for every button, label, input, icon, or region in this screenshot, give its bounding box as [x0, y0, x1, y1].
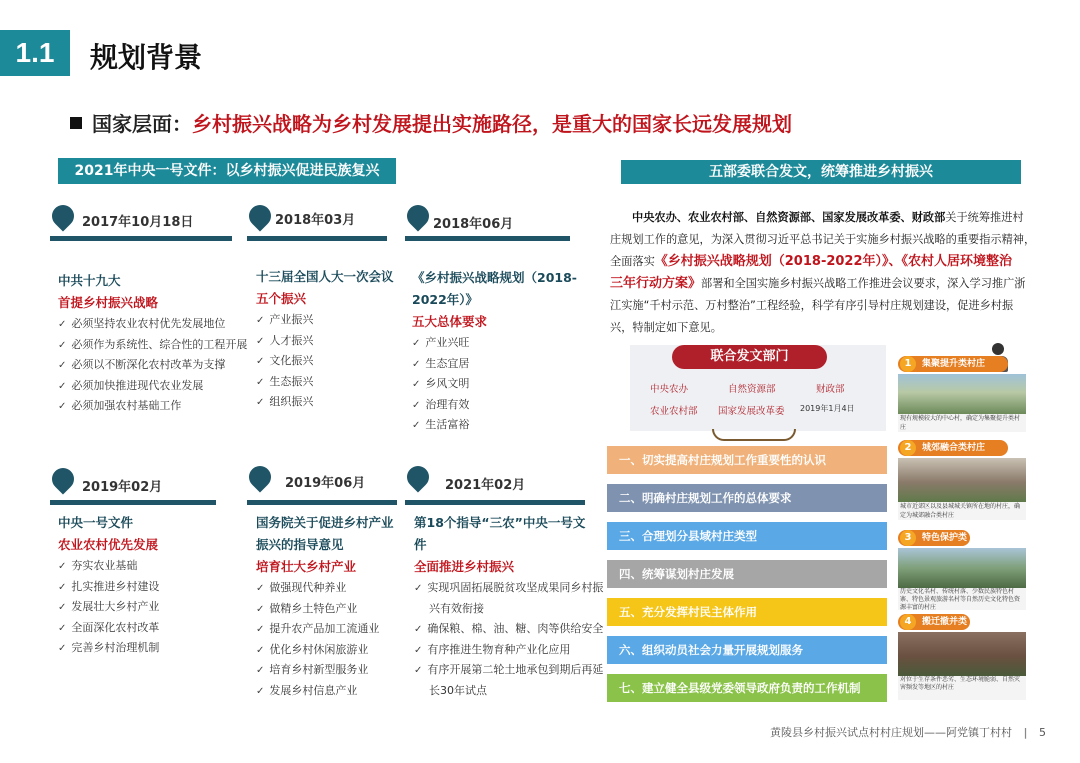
- leaf-icon: [244, 200, 275, 231]
- opinion-strip-3: 三、合理划分县域村庄类型: [607, 522, 887, 550]
- date-label: 2018年03月: [275, 213, 356, 228]
- para-text: 兴，特制定如下意见。: [610, 321, 722, 334]
- policy-paragraph: [610, 207, 1036, 339]
- list-item: ✓ 发展乡村信息产业: [256, 681, 394, 702]
- list-item: ✓ 治理有效: [412, 395, 577, 416]
- para-text: 庄规划工作的意见，为深入贯彻习近平总书记关于实施乡村振兴战略的重要指示精神，: [610, 233, 1036, 246]
- timeline-bar: [247, 500, 397, 505]
- village-thumb-1: [898, 356, 1026, 432]
- thumb-title: 特色保护类: [898, 530, 970, 546]
- footer: [770, 724, 1046, 740]
- list-item: ✓ 确保粮、棉、油、糖、肉等供给安全: [414, 619, 603, 640]
- block-top-1: [58, 270, 247, 417]
- block-title-cont: 振兴的指导意见: [256, 537, 344, 552]
- block-list: [414, 578, 603, 701]
- list-item: ✓ 实现巩固拓展脱贫攻坚成果同乡村振: [414, 578, 603, 599]
- timeline-bar: [50, 500, 216, 505]
- level-statement: 乡村振兴战略为乡村发展提出实施路径，是重大的国家长远发展规划: [192, 112, 792, 136]
- para-lead: 中央农办、农业农村部、自然资源部、国家发展改革委、财政部: [632, 211, 946, 224]
- leaf-icon: [47, 463, 78, 494]
- section-number: 1.1: [0, 30, 70, 76]
- date-label: 2018年06月: [433, 217, 514, 232]
- page-number: 5: [1039, 726, 1046, 739]
- list-item: ✓ 优化乡村休闲旅游业: [256, 640, 394, 661]
- village-thumb-4: [898, 614, 1026, 700]
- level-prefix: 国家层面: [92, 112, 172, 136]
- block-title: 十三届全国人大一次会议: [256, 269, 394, 284]
- timeline-bar: [405, 500, 585, 505]
- block-highlight: 五个振兴: [256, 291, 307, 306]
- joint-ribbon: 联合发文部门: [672, 345, 827, 369]
- block-list: [58, 314, 247, 417]
- book-icon: [712, 429, 796, 441]
- para-text: 江实施“千村示范、万村整治”工程经验，科学有序引导村庄规划建设，促进乡村振: [610, 299, 1014, 312]
- list-item: ✓ 做强现代种养业: [256, 578, 394, 599]
- thumb-note: 对位于生存条件恶劣、生态环境脆弱、自然灾害频发等地区的村庄: [898, 676, 1026, 700]
- block-highlight: 全面推进乡村振兴: [414, 559, 515, 574]
- dept: 国家发展改革委: [718, 406, 785, 417]
- dept: 农业农村部: [650, 406, 698, 417]
- village-photo: [898, 632, 1026, 676]
- thumb-note: 历史文化名村、传统村落、少数民族特色村寨、特色景观旅游名村等自然历史文化特色资源丰富的村庄: [898, 588, 1026, 610]
- block-bottom-3: [414, 512, 603, 701]
- opinion-strip-1: 一、切实提高村庄规划工作重要性的认识: [607, 446, 887, 474]
- leaf-icon: [244, 461, 275, 492]
- list-item: ✓ 文化振兴: [256, 351, 394, 372]
- policy-quote-1: 《乡村振兴战略规划（2018-2022年）》: [654, 254, 889, 269]
- village-thumb-2: [898, 440, 1026, 520]
- thumb-title: 集聚提升类村庄: [898, 356, 1008, 372]
- list-item-cont: 长30年试点: [429, 683, 487, 697]
- list-item: ✓ 有序推进生物育种产业化应用: [414, 640, 603, 661]
- section-title: 规划背景: [90, 41, 203, 74]
- right-banner: 五部委联合发文，统筹推进乡村振兴: [621, 160, 1021, 184]
- leaf-icon: [402, 461, 433, 492]
- list-item: ✓ 完善乡村治理机制: [58, 638, 159, 659]
- opinion-strip-4: 四、统筹谋划村庄发展: [607, 560, 887, 588]
- date-label: 2021年02月: [445, 478, 526, 493]
- dept: 财政部: [816, 384, 845, 395]
- list-item: ✓ 生态宜居: [412, 354, 577, 375]
- list-item: ✓ 产业兴旺: [412, 333, 577, 354]
- thumb-number: 1: [900, 356, 916, 372]
- block-top-3: [412, 267, 577, 436]
- level-colon: ：: [172, 112, 192, 136]
- block-list: [58, 556, 159, 659]
- footer-title: 黄陵县乡村振兴试点村村庄规划——阿党镇丁村村: [769, 726, 1012, 739]
- list-item: ✓ 发展壮大乡村产业: [58, 597, 159, 618]
- joint-departments-panel: [630, 345, 886, 445]
- block-title: 第18个指导“三农”中央一号文: [414, 515, 586, 530]
- leaf-icon: [47, 200, 78, 231]
- block-list: [256, 310, 394, 413]
- list-item: ✓ 培育乡村新型服务业: [256, 660, 394, 681]
- village-photo: [898, 548, 1026, 588]
- block-top-2: [256, 266, 394, 413]
- opinion-strip-6: 六、组织动员社会力量开展规划服务: [607, 636, 887, 664]
- date-label: 2019年02月: [82, 480, 163, 495]
- block-title: 中央一号文件: [58, 515, 134, 530]
- block-title-cont: 件: [414, 537, 427, 552]
- left-banner: 2021年中央一号文件：以乡村振兴促进民族复兴: [58, 158, 396, 184]
- list-item: ✓ 生活富裕: [412, 415, 577, 436]
- block-bottom-2: [256, 512, 394, 701]
- list-item: ✓ 夯实农业基础: [58, 556, 159, 577]
- block-title-cont: 2022年）》: [412, 292, 479, 307]
- village-photo: [898, 374, 1026, 414]
- dept: 自然资源部: [728, 384, 776, 395]
- thumb-number: 3: [900, 530, 916, 546]
- list-item: ✓ 提升农产品加工流通业: [256, 619, 394, 640]
- date-label: 2017年10月18日: [82, 215, 194, 230]
- opinion-strip-5: 五、充分发挥村民主体作用: [607, 598, 887, 626]
- thumb-number: 2: [900, 440, 916, 456]
- list-item: ✓ 做精乡土特色产业: [256, 599, 394, 620]
- timeline-bar: [50, 236, 232, 241]
- village-photo: [898, 458, 1026, 502]
- timeline-bar: [247, 236, 387, 241]
- block-title: 《乡村振兴战略规划（2018-: [412, 270, 577, 285]
- thumb-note: 城市近郊区以及县城城关镇所在地的村庄，确定为城郊融合类村庄: [898, 502, 1026, 520]
- list-item: ✓ 必须加快推进现代农业发展: [58, 376, 247, 397]
- date-label: 2019年06月: [285, 476, 366, 491]
- block-bottom-1: [58, 512, 159, 659]
- national-level-heading: [70, 108, 792, 137]
- list-item: ✓ 必须坚持农业农村优先发展地位: [58, 314, 247, 335]
- leaf-icon: [402, 200, 433, 231]
- block-highlight: 五大总体要求: [412, 314, 488, 329]
- list-item: ✓ 必须作为系统性、综合性的工程开展: [58, 335, 247, 356]
- policy-quote-2: 《农村人居环境整治: [901, 254, 1013, 269]
- list-item: ✓ 产业振兴: [256, 310, 394, 331]
- timeline-bar: [405, 236, 570, 241]
- dept: 中央农办: [650, 384, 689, 395]
- list-item: ✓ 有序开展第二轮土地承包到期后再延: [414, 660, 603, 681]
- list-item: ✓ 生态振兴: [256, 372, 394, 393]
- thumb-title: 城郊融合类村庄: [898, 440, 1008, 456]
- issue-date: 2019年1月4日: [800, 404, 855, 413]
- thumb-number: 4: [900, 614, 916, 630]
- block-title: 国务院关于促进乡村产业: [256, 515, 394, 530]
- block-highlight: 农业农村优先发展: [58, 537, 159, 552]
- para-sep: 、: [888, 254, 902, 269]
- list-item: ✓ 人才振兴: [256, 331, 394, 352]
- block-title: 中共十九大: [58, 273, 121, 288]
- block-highlight: 首提乡村振兴战略: [58, 295, 159, 310]
- list-item: ✓ 扎实推进乡村建设: [58, 577, 159, 598]
- block-list: [412, 333, 577, 436]
- opinion-strip-2: 二、明确村庄规划工作的总体要求: [607, 484, 887, 512]
- bullet-square-icon: [70, 117, 82, 129]
- block-highlight: 培育壮大乡村产业: [256, 559, 357, 574]
- para-text: 部署和全国实施乡村振兴战略工作推进会议要求，深入学习推广浙: [701, 277, 1026, 290]
- thumb-note: 现有规模较大的中心村，确定为集聚提升类村庄: [898, 414, 1026, 432]
- para-text: 关于统筹推进村: [945, 211, 1024, 224]
- list-item: ✓ 必须加强农村基础工作: [58, 396, 247, 417]
- list-item: ✓ 全面深化农村改革: [58, 618, 159, 639]
- village-thumb-3: [898, 530, 1026, 610]
- footer-sep: |: [1023, 726, 1028, 739]
- thumb-title: 搬迁撤并类: [898, 614, 970, 630]
- opinion-strip-7: 七、建立健全县级党委领导政府负责的工作机制: [607, 674, 887, 702]
- list-item: ✓ 组织振兴: [256, 392, 394, 413]
- list-item-cont: 兴有效衔接: [429, 601, 484, 615]
- list-item: ✓ 乡风文明: [412, 374, 577, 395]
- list-item: ✓ 必须以不断深化农村改革为支撑: [58, 355, 247, 376]
- para-text: 全面落实: [610, 255, 655, 268]
- block-list: [256, 578, 394, 701]
- policy-quote-2-cont: 三年行动方案》: [610, 276, 702, 291]
